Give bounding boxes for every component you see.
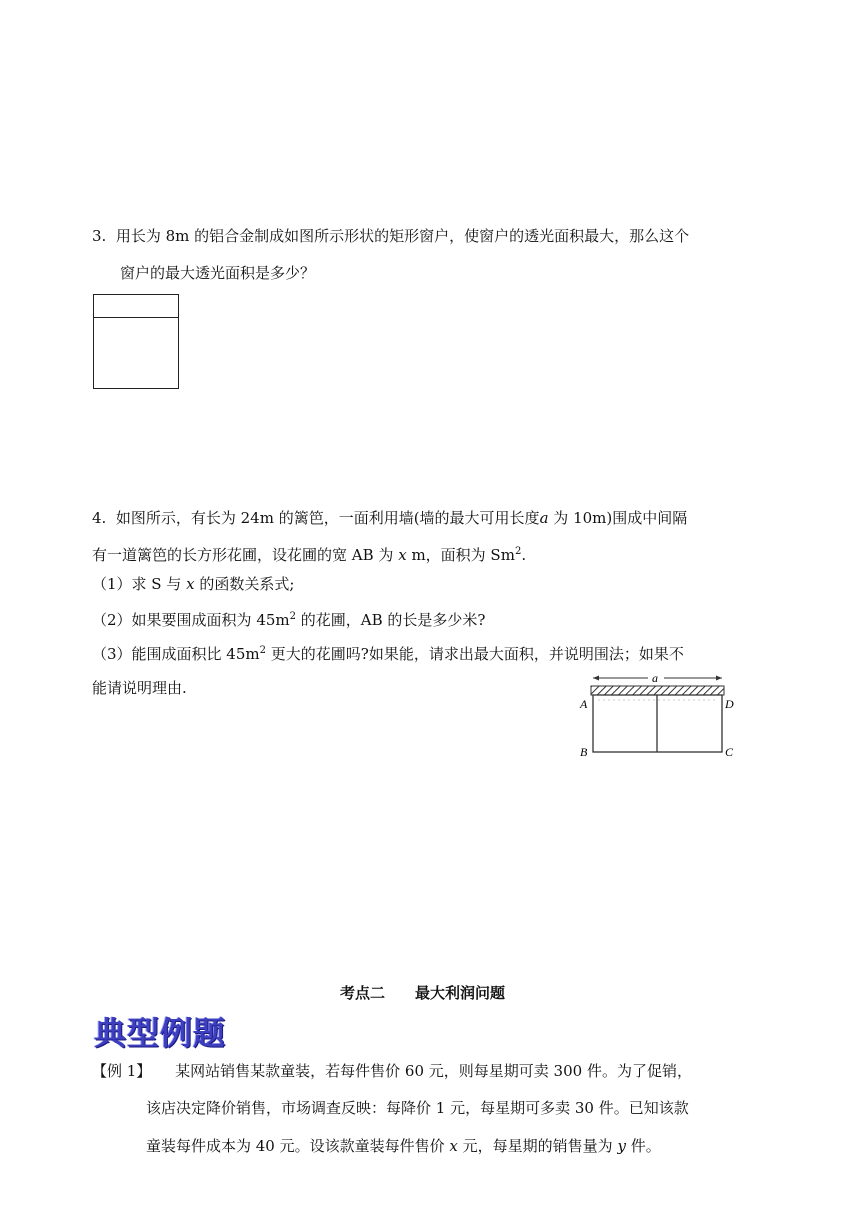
q3-text-line1: 用长为 8m 的铝合金制成如图所示形状的矩形窗户，使窗户的透光面积最大，那么这个 — [115, 227, 690, 245]
example1-label: 【例 1】 — [92, 1062, 152, 1080]
q3-number: 3. — [92, 227, 107, 245]
q4-sub3: （3）能围成面积比 $45m^2$ 更大的花圃吗?如果能，请求出最大面积，并说明围法；如果不 — [92, 645, 684, 663]
label-a: a — [652, 671, 658, 685]
q3-line2: 窗户的最大透光面积是多少？ — [120, 264, 316, 282]
q4-number: 4. — [92, 509, 107, 527]
label-B: B — [580, 745, 588, 759]
q4-sub1: （1）求 S 与 x 的函数关系式; — [92, 575, 295, 593]
q3-line1 — [92, 226, 689, 246]
example1-line2: 该店决定降价销售，市场调查反映：每降价 1 元，每星期可多卖 30 件。已知该款 — [146, 1099, 689, 1117]
window-top-pane-divider — [94, 317, 178, 318]
q4-sub2: （2）如果要围成面积为 $45m^2$ 的花圃，AB 的长是多少米? — [92, 611, 486, 629]
arrowhead-right — [716, 676, 722, 681]
label-C: C — [725, 745, 734, 759]
wall — [591, 686, 724, 695]
example1-line1: 【例 1】 某网站销售某款童装，若每件售价 60 元，则每星期可卖 300 件。为了促销， — [92, 1062, 692, 1080]
label-D: D — [725, 697, 734, 711]
typical-example-badge: 典型例题 — [94, 1014, 227, 1052]
window-figure — [93, 294, 179, 389]
garden-figure — [574, 668, 744, 768]
section-title: 考点二 最大利润问题 — [340, 984, 506, 1002]
q4-line2: 有一道篱笆的长方形花圃，设花圃的宽 AB 为 x m，面积为 Sm$^2$. — [92, 546, 527, 564]
label-A: A — [580, 697, 588, 711]
arrowhead-left — [593, 676, 599, 681]
example1-line3: 童装每件成本为 40 元。设该款童装每件售价 x 元，每星期的销售量为 y 件。 — [146, 1137, 661, 1155]
q4-sub3-cont: 能请说明理由. — [92, 679, 187, 697]
q4-line1: 4. 如图所示，有长为 24m 的篱笆，一面利用墙(墙的最大可用长度a 为 10m)围成中间隔 — [92, 509, 688, 527]
